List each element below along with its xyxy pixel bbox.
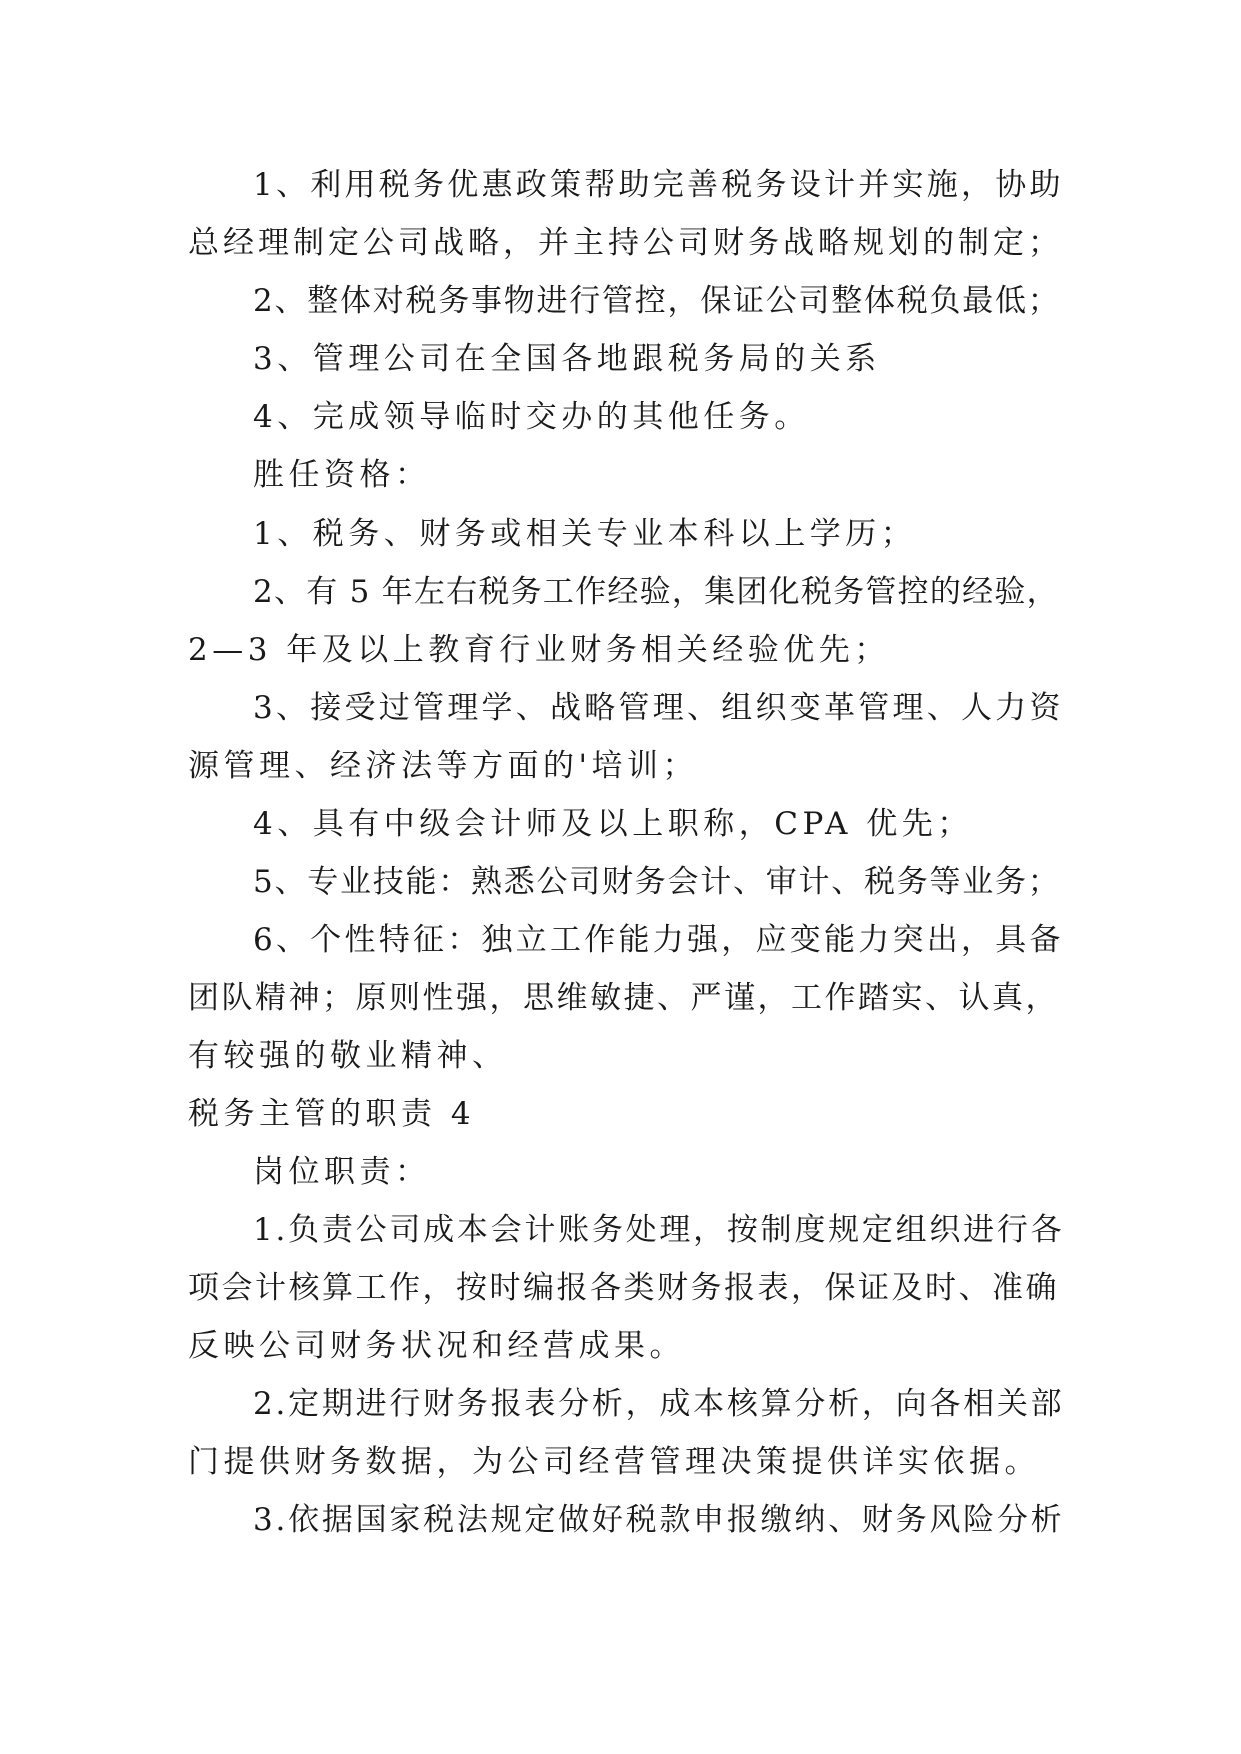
paragraph-line: 2.定期进行财务报表分析，成本核算分析，向各相关部	[253, 1386, 1065, 1422]
paragraph-line: 项会计核算工作，按时编报各类财务报表，保证及时、准确	[188, 1270, 1059, 1306]
paragraph-line: 4、完成领导临时交办的其他任务。	[253, 399, 810, 435]
paragraph-line: 3、管理公司在全国各地跟税务局的关系	[253, 341, 881, 377]
paragraph-line: 2、整体对税务事物进行管控，保证公司整体税负最低；	[253, 283, 1061, 319]
paragraph-line: 1.负责公司成本会计账务处理，按制度规定组织进行各	[253, 1212, 1065, 1248]
paragraph-line: 总经理制定公司战略，并主持公司财务战略规划的制定；	[188, 225, 1063, 261]
paragraph-line: 2—3 年及以上教育行业财务相关经验优先；	[188, 632, 890, 668]
paragraph-line: 3.依据国家税法规定做好税款申报缴纳、财务风险分析	[253, 1502, 1065, 1538]
paragraph-line: 门提供财务数据，为公司经营管理决策提供详实依据。	[188, 1444, 1040, 1480]
paragraph-line: 2、有 5 年左右税务工作经验，集团化税务管控的经验，	[253, 574, 1059, 610]
section-heading: 胜任资格：	[253, 457, 431, 493]
paragraph-line: 5、专业技能：熟悉公司财务会计、审计、税务等业务；	[253, 864, 1061, 900]
paragraph-line: 1、税务、财务或相关专业本科以上学历；	[253, 516, 917, 552]
paragraph-line: 有较强的敬业精神、	[188, 1038, 508, 1074]
paragraph-line: 团队精神；原则性强，思维敏捷、严谨，工作踏实、认真，	[188, 980, 1059, 1016]
paragraph-line: 4、具有中级会计师及以上职称，CPA 优先；	[253, 806, 973, 842]
section-title: 税务主管的职责 4	[188, 1096, 476, 1132]
paragraph-line: 3、接受过管理学、战略管理、组织变革管理、人力资	[253, 690, 1064, 726]
paragraph-line: 6、个性特征：独立工作能力强，应变能力突出，具备	[253, 922, 1064, 958]
paragraph-line: 源管理、经济法等方面的'培训；	[188, 748, 699, 784]
paragraph-line: 1、利用税务优惠政策帮助完善税务设计并实施，协助	[253, 167, 1064, 203]
section-heading: 岗位职责：	[253, 1154, 431, 1190]
paragraph-line: 反映公司财务状况和经营成果。	[188, 1328, 685, 1364]
